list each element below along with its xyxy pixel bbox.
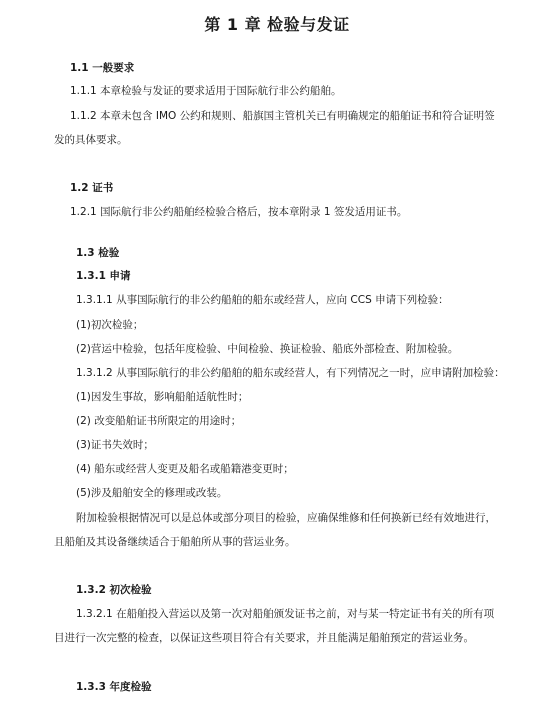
paragraph-1-3-2-1: 1.3.2.1 在船舶投入营运以及第一次对船舶颁发证书之前，对与某一特定证书有关的所有项 (76, 608, 495, 620)
subsection-heading-1-3-2: 1.3.2 初次检验 (76, 584, 152, 596)
paragraph-additional-survey-cont: 且船舶及其设备继续适合于船舶所从事的营运业务。 (54, 536, 296, 548)
section-heading-1-3: 1.3 检验 (76, 247, 120, 259)
list-item-owner-change: (4) 船东或经营人变更及船名或船籍港变更时； (76, 463, 294, 475)
paragraph-1-3-2-1-cont: 目进行一次完整的检查，以保证这些项目符合有关要求，并且能满足船舶预定的营运业务。 (54, 632, 474, 644)
section-heading-1-1: 1.1 一般要求 (70, 62, 135, 74)
list-item-repair: (5)涉及船舶安全的修理或改装。 (76, 487, 228, 499)
paragraph-1-1-1: 1.1.1 本章检验与发证的要求适用于国际航行非公约船舶。 (70, 85, 342, 97)
list-item-periodic-survey: (2)营运中检验，包括年度检验、中间检验、换证检验、船底外部检查、附加检验。 (76, 343, 459, 355)
subsection-heading-1-3-3: 1.3.3 年度检验 (76, 681, 152, 693)
paragraph-1-3-1-2: 1.3.1.2 从事国际航行的非公约船舶的船东或经营人，有下列情况之一时，应申请附加检验： (76, 367, 505, 379)
chapter-title: 第 1 章 检验与发证 (204, 15, 350, 34)
subsection-heading-1-3-1: 1.3.1 申请 (76, 270, 131, 282)
list-item-certificate-invalid: (3)证书失效时； (76, 439, 154, 451)
paragraph-1-3-1-1: 1.3.1.1 从事国际航行的非公约船舶的船东或经营人，应向 CCS 申请下列检验： (76, 294, 449, 306)
list-item-change-use: (2) 改变船舶证书所限定的用途时； (76, 415, 242, 427)
list-item-accident: (1)因发生事故，影响船舶适航性时； (76, 391, 249, 403)
paragraph-additional-survey: 附加检验根据情况可以是总体或部分项目的检验，应确保维修和任何换新已经有效地进行， (76, 512, 496, 524)
list-item-initial-survey: (1)初次检验； (76, 319, 144, 331)
paragraph-1-1-2-cont: 发的具体要求。 (54, 134, 128, 146)
paragraph-1-1-2: 1.1.2 本章未包含 IMO 公约和规则、船旗国主管机关已有明确规定的船舶证书和符合证明签 (70, 110, 495, 122)
paragraph-1-2-1: 1.2.1 国际航行非公约船舶经检验合格后，按本章附录 1 签发适用证书。 (70, 206, 408, 218)
section-heading-1-2: 1.2 证书 (70, 182, 114, 194)
